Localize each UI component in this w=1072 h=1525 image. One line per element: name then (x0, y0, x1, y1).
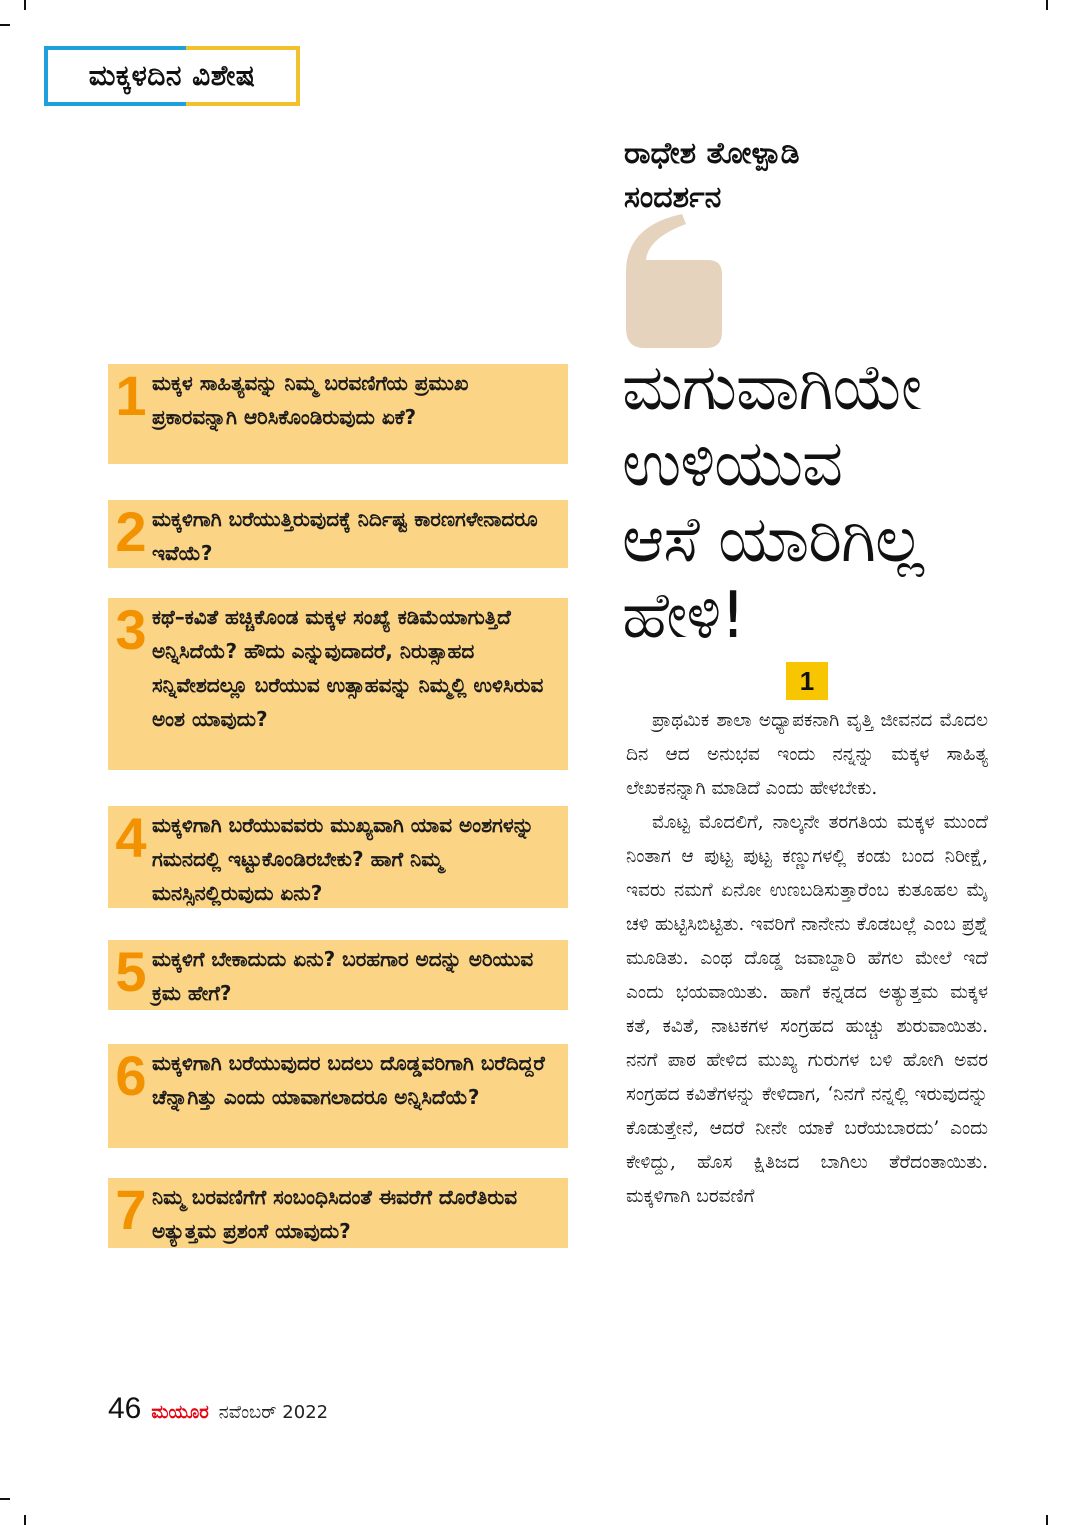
question-number: 5 (115, 940, 147, 1003)
question-box (108, 1044, 568, 1148)
crop-mark (1046, 1515, 1048, 1525)
headline-line: ಹೇಳಿ! (622, 579, 745, 653)
question-number: 2 (115, 500, 147, 563)
answer-number-badge: 1 (786, 662, 828, 700)
headline-line: ಆಸೆ ಯಾರಿಗಿಲ್ಲ (622, 503, 924, 577)
byline-role: ಸಂದರ್ಶನ (624, 180, 722, 215)
question-box (108, 806, 568, 908)
question-box (108, 940, 568, 1010)
crop-mark (0, 1498, 10, 1500)
headline-line: ಉಳಿಯುವ (622, 427, 843, 501)
article-body (626, 704, 988, 1214)
question-text: ಕಥೆ–ಕವಿತೆ ಹಚ್ಚಿಕೊಂಡ ಮಕ್ಕಳ ಸಂಖ್ಯೆ ಕಡಿಮೆಯಾಗುತ್ತಿದೆ ಅನ್ನಿಸಿದೆಯೆ? ಹೌದು ಎನ್ನುವುದಾದರೆ, ನಿರುತ್ಸಾಹದ ಸನ್ನಿವೇಶದಲ್ಲೂ ಬರೆಯುವ ಉತ್ಸಾಹವನ್ನು ನಿಮ್ಮಲ್ಲಿ ಉಳಿಸಿರುವ ಅಂಶ ಯಾವುದು? (152, 605, 544, 731)
magazine-logo: ಮಯೂರ (151, 1402, 209, 1423)
question-number: 3 (115, 598, 147, 661)
section-tag (44, 46, 300, 106)
question-number: 7 (115, 1178, 147, 1241)
headline-line: ಮಗುವಾಗಿಯೇ (622, 351, 922, 425)
question-number: 4 (115, 806, 147, 869)
section-tag-label: ಮಕ್ಕಳದಿನ ವಿಶೇಷ (88, 59, 256, 92)
question-text: ಮಕ್ಕಳಿಗಾಗಿ ಬರೆಯುತ್ತಿರುವುದಕ್ಕೆ ನಿರ್ದಿಷ್ಟ ಕಾರಣಗಳೇನಾದರೂ ಇವೆಯೆ? (152, 507, 538, 565)
question-number: 1 (115, 364, 147, 427)
question-text: ಮಕ್ಕಳಿಗೆ ಬೇಕಾದುದು ಏನು? ಬರಹಗಾರ ಅದನ್ನು ಅರಿಯುವ ಕ್ರಮ ಹೇಗೆ? (152, 947, 534, 1005)
body-paragraph: ಪ್ರಾಥಮಿಕ ಶಾಲಾ ಅಧ್ಯಾಪಕನಾಗಿ ವೃತ್ತಿ ಜೀವನದ ಮೊದಲ ದಿನ ಆದ ಅನುಭವ ಇಂದು ನನ್ನನ್ನು ಮಕ್ಕಳ ಸಾಹಿತ್ಯ ಲೇಖಕನನ್ನಾಗಿ ಮಾಡಿದೆ ಎಂದು ಹೇಳಬೇಕು. (626, 710, 988, 799)
crop-mark (0, 24, 10, 26)
question-text: ಮಕ್ಕಳಿಗಾಗಿ ಬರೆಯುವವರು ಮುಖ್ಯವಾಗಿ ಯಾವ ಅಂಶಗಳನ್ನು ಗಮನದಲ್ಲಿ ಇಟ್ಟುಕೊಂಡಿರಬೇಕು? ಹಾಗೆ ನಿಮ್ಮ ಮನಸ್ಸಿನಲ್ಲಿರುವುದು ಏನು? (152, 813, 534, 905)
question-text: ಮಕ್ಕಳಿಗಾಗಿ ಬರೆಯುವುದರ ಬದಲು ದೊಡ್ಡವರಿಗಾಗಿ ಬರೆದಿದ್ದರೆ ಚೆನ್ನಾಗಿತ್ತು ಎಂದು ಯಾವಾಗಲಾದರೂ ಅನ್ನಿಸಿದೆಯೆ? (152, 1051, 545, 1109)
question-box (108, 500, 568, 568)
author-name: ರಾಧೇಶ ತೋಳ್ಪಾಡಿ (624, 136, 800, 171)
crop-mark (1046, 0, 1048, 10)
question-text: ಮಕ್ಕಳ ಸಾಹಿತ್ಯವನ್ನು ನಿಮ್ಮ ಬರವಣಿಗೆಯ ಪ್ರಮುಖ ಪ್ರಕಾರವನ್ನಾಗಿ ಆರಿಸಿಕೊಂಡಿರುವುದು ಏಕೆ? (152, 371, 469, 429)
body-paragraph: ಮೊಟ್ಟ ಮೊದಲಿಗೆ, ನಾಲ್ಕನೇ ತರಗತಿಯ ಮಕ್ಕಳ ಮುಂದೆ ನಿಂತಾಗ ಆ ಪುಟ್ಟ ಪುಟ್ಟ ಕಣ್ಣುಗಳಲ್ಲಿ ಕಂಡು ಬಂದ ನಿರೀಕ್ಷೆ, ಇವರು ನಮಗೆ ಏನೋ ಉಣಬಡಿಸುತ್ತಾರೆಂಬ ಕುತೂಹಲ ಮೈ ಚಳಿ ಹುಟ್ಟಿಸಿಬಿಟ್ಟಿತು. ಇವರಿಗೆ ನಾನೇನು ಕೊಡಬಲ್ಲೆ ಎಂಬ ಪ್ರಶ್ನೆ ಮೂಡಿತು. ಎಂಥ ದೊಡ್ಡ ಜವಾಬ್ದಾರಿ ಹೆಗಲ ಮೇಲೆ ಇದೆ ಎಂದು ಭಯವಾಯಿತು. ಹಾಗೆ ಕನ್ನಡದ ಅತ್ಯುತ್ತಮ ಮಕ್ಕಳ ಕತೆ, ಕವಿತೆ, ನಾಟಕಗಳ ಸಂಗ್ರಹದ ಹುಚ್ಚು ಶುರುವಾಯಿತು. ನನಗೆ ಪಾಠ ಹೇಳಿದ ಮುಖ್ಯ ಗುರುಗಳ ಬಳಿ ಹೋಗಿ ಅವರ ಸಂಗ್ರಹದ ಕವಿತೆಗಳನ್ನು ಕೇಳಿದಾಗ, ‘ನಿನಗೆ ನನ್ನಲ್ಲಿ ಇರುವುದನ್ನು ಕೊಡುತ್ತೇನೆ, ಆದರೆ ನೀನೇ ಯಾಕೆ ಬರೆಯಬಾರದು’ ಎಂದು ಕೇಳಿದ್ದು, ಹೊಸ ಕ್ಷಿತಿಜದ ಬಾಗಿಲು ತೆರೆದಂತಾಯಿತು. ಮಕ್ಕಳಿಗಾಗಿ ಬರವಣಿಗೆ (626, 812, 988, 1207)
question-number: 6 (115, 1044, 147, 1107)
byline (624, 132, 800, 220)
question-box (108, 364, 568, 464)
crop-mark (24, 1515, 26, 1525)
issue-date: ನವೆಂಬರ್ 2022 (218, 1402, 329, 1423)
question-box (108, 1178, 568, 1248)
crop-mark (24, 0, 26, 10)
headline (622, 350, 1062, 654)
question-text: ನಿಮ್ಮ ಬರವಣಿಗೆಗೆ ಸಂಬಂಧಿಸಿದಂತೆ ಈವರೆಗೆ ದೊರೆತಿರುವ ಅತ್ಯುತ್ತಮ ಪ್ರಶಂಸೆ ಯಾವುದು? (152, 1185, 518, 1243)
page-footer (108, 1392, 328, 1426)
page-number: 46 (108, 1392, 142, 1425)
question-box (108, 598, 568, 770)
quote-mark-icon (624, 214, 724, 348)
